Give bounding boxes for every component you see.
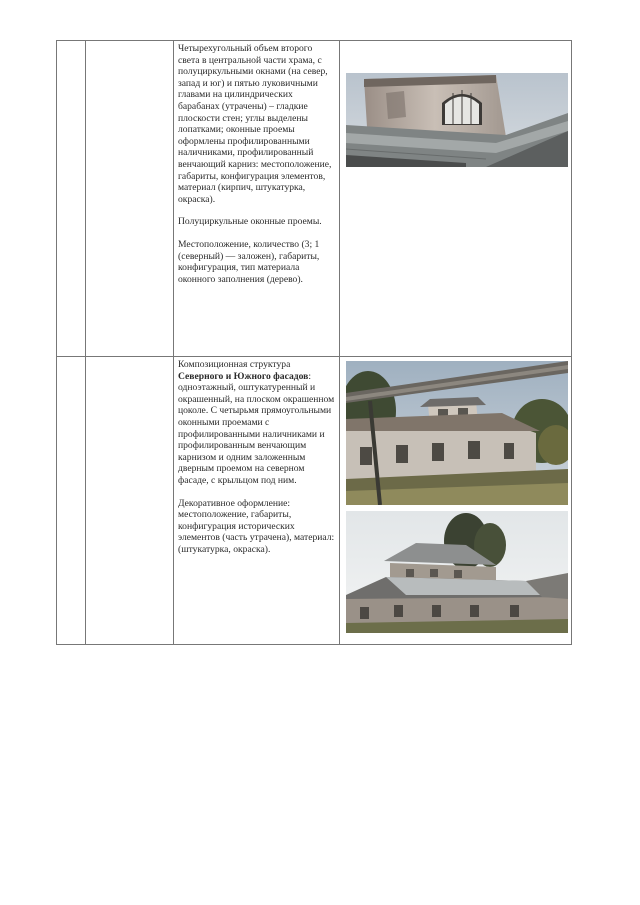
photo-drum-window-image [346, 73, 568, 167]
description-paragraph: Полуциркульные оконные проемы. [178, 216, 322, 228]
description-paragraph: Местоположение, количество (3; 1 (северный) — заложен), габариты, конфигурация, тип материала оконного заполнения (дерево). [178, 238, 320, 285]
table-row [57, 357, 572, 645]
number-cell [57, 357, 86, 645]
photo-cell [340, 41, 572, 357]
description-paragraph: Декоративное оформление: местоположение, габариты, конфигурация исторических элементов (часть утрачена), материал: (штукатурка, окраска). [178, 497, 335, 555]
photo-cell [340, 357, 572, 645]
description-lead: Композиционная структура [178, 359, 291, 370]
description-paragraph: Четырехугольный объем второго света в центральной части храма, с полуциркульными окнами (на север, запад и юг) и пятью луковичными главами на цилиндрических барабанах (утрачены) – гладкие плоскости стен; углы выделены лопатками; оконные проемы оформлены профилированными наличниками, профилированный венчающий карниз: местоположение, габариты, конфигурация элементов, материал (кирпич, штукатурка, окраска). [178, 43, 332, 205]
description-bold: Северного и Южного фасадов [178, 370, 309, 382]
description-paragraph [178, 359, 335, 487]
description-cell [174, 41, 340, 357]
photo-south-facade-image [346, 511, 568, 633]
photo-drum-window [346, 73, 568, 167]
photo-south-facade [346, 511, 568, 633]
description-rest: : одноэтажный, оштукатуренный и окрашенный, на плоском окрашенном цоколе. С четырьмя прямоугольными оконными проемами с профилированными наличниками и профилированным венчающим карнизом и одним заложенным дверным проемом на северном фасаде, с крыльцом под ним. [178, 370, 335, 486]
monument-table [56, 40, 572, 645]
name-cell [86, 41, 174, 357]
name-cell [86, 357, 174, 645]
table-row [57, 41, 572, 357]
photo-north-facade [346, 361, 568, 505]
number-cell [57, 41, 86, 357]
photo-north-facade-image [346, 361, 568, 505]
description-cell [174, 357, 340, 645]
